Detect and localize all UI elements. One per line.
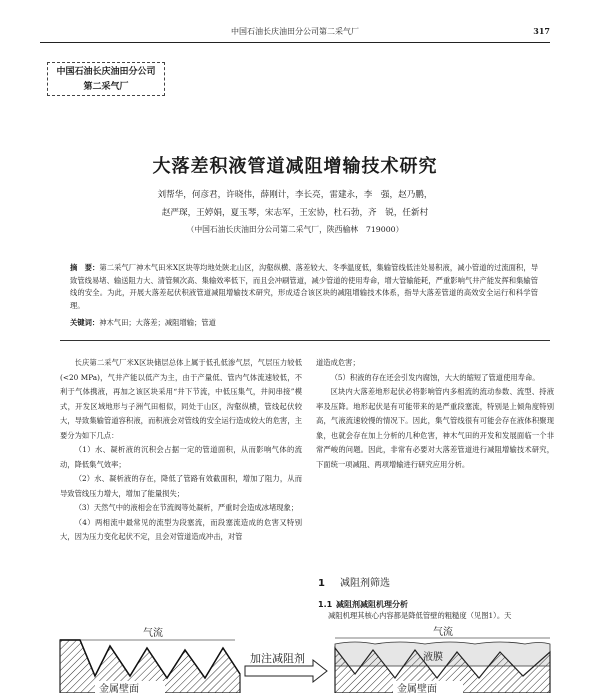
abstract <box>70 262 538 312</box>
paragraph: 区块内大落差地形起伏必将影响管内多相流的流动参数、流型、持液率及压降。地形起伏是有可能带来的是严重段塞流，特别是上倾角度特别高，气液流速较慢的情况下。因此，集气管线很有可能会存在液体积聚现象，也就会存在加上分析的几种危害，神木气田的开发和发展面临一个非常严峻的问题。因此，非常有必要对大落差管道进行减阻增输技术研究，下面统一项减阻、两项增输进行研究应用分析。 <box>316 387 554 469</box>
running-header <box>40 26 550 40</box>
transition-arrow <box>245 651 327 682</box>
left-diagram <box>60 626 240 693</box>
film-label: 液膜 <box>423 652 443 663</box>
keywords-text: 神木气田；大落差；减阻增输；管道 <box>99 318 216 327</box>
subsection-number: 1.1 <box>318 600 333 609</box>
header-rule <box>40 42 550 43</box>
paper-title: 大落差积液管道减阻增输技术研究 <box>152 156 438 177</box>
right-wall-label: 金属壁面 <box>397 684 437 693</box>
paragraph: （4）两相流中最常见的流型为段塞流，而段塞流造成的危害又特别大，因为压力变化起伏不定，且会对管道造成冲击，对管 <box>60 517 302 541</box>
journal-name: 中国石油长庆油田分公司第二采气厂 <box>231 27 359 36</box>
section-heading <box>318 574 548 589</box>
keywords <box>70 318 538 328</box>
left-wall-label: 金属壁面 <box>99 684 139 693</box>
subsection-heading <box>318 599 548 610</box>
keywords-label: 关键词： <box>70 318 100 327</box>
page-number: 317 <box>533 26 550 36</box>
left-column <box>60 356 302 545</box>
right-column <box>316 356 554 472</box>
section-title: 减阻剂筛选 <box>340 578 390 589</box>
subsection-text: 减阻机理其核心内容都是降低管壁的粗糙度（见图1）。天 <box>328 611 512 620</box>
stamp-line-2: 第二采气厂 <box>83 82 129 92</box>
paragraph: （1）水、凝析液的沉积会占据一定的管道面积，从而影响气体的流动，降低集气效率； <box>60 445 302 469</box>
section-number: 1 <box>318 578 325 589</box>
authors-line-2: 赵严琛，王婷娟，夏玉琴，宋志军，王宏协，杜石勃，齐 锐，任新村 <box>161 208 429 218</box>
arrow-label: 加注减阻剂 <box>250 652 305 665</box>
authors-line-1: 刘帮华，何彦君，许晓伟，薛刚计，李长亮，雷建永，李 强，赵乃鹏， <box>157 190 433 200</box>
affiliation: （中国石油长庆油田分公司第二采气厂，陕西榆林 719000） <box>186 225 404 234</box>
abstract-text: 第二采气厂神木气田米X区块等均地处陕北山区，沟壑纵横、落差较大、冬季温度低，集输管线低洼处易积液，减小管道的过流面积，导致管线易堵、输送阻力大、清管频次高、集输效率低下，而且会冲刷管道，减少管道的使用寿命，增大管输能耗，严重影响气井产能发挥和集输管线的安全。为此，开展大落差起伏积液管道减阻增输技术研究，形成适合该区块的减阻增输技术体系，指导大落差管道的高效安全运行和科学管理。 <box>70 263 538 310</box>
right-gas-label: 气流 <box>433 627 453 638</box>
paragraph: （5）积液的存在还会引发内腐蚀，大大的缩短了管道使用寿命。 <box>330 372 540 382</box>
paragraph: 长庆第二采气厂米X区块储层总体上属于低孔低渗气层，气层压力较低(<20 MPa)，气井产能以低产为主，由于产量低、管内气体流速较低，不利于气体携液，再加之该区块采用“井下节流，中低压集气，井间串接”模式，开发区域地形与子洲气田相似，同处于山区，沟壑纵横，管线起伏较大，导致集输管道容积液，而积液会对管线的安全运行造成较大的危害，主要分为如下几点： <box>60 358 302 440</box>
subsection-title: 减阻剂减阻机理分析 <box>336 600 408 609</box>
company-stamp <box>47 62 165 96</box>
paragraph: （3）天然气中的液相会在节流阀等处凝析，严重时会造成冰堵现象； <box>74 503 299 512</box>
stamp-line-1: 中国石油长庆油田分公司 <box>56 67 156 77</box>
abstract-label: 摘 要： <box>70 263 100 272</box>
right-diagram <box>335 626 550 693</box>
left-gas-label: 气流 <box>143 628 163 639</box>
figure-1 <box>55 626 555 693</box>
paragraph: （2）水、凝析液的存在，降低了管路有效截面积，增加了阻力，从而导致管线压力增大，增加了能量损失； <box>60 474 302 498</box>
abstract-divider <box>60 340 550 341</box>
paragraph: 道造成危害； <box>316 358 360 367</box>
